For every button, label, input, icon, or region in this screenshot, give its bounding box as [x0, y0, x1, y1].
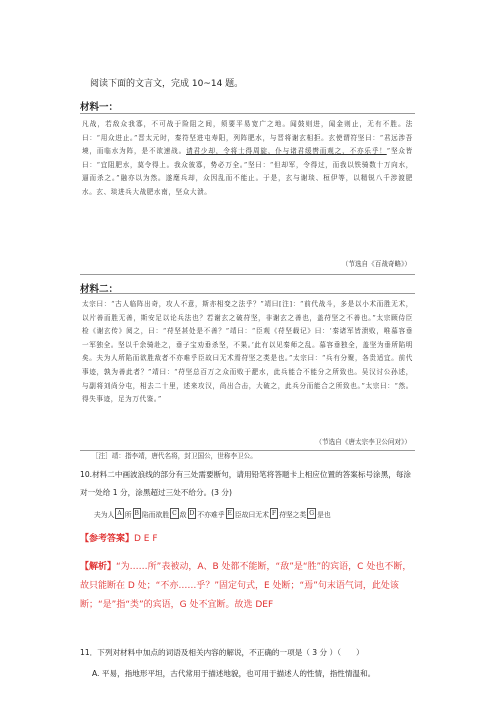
- answer-option-box[interactable]: B: [134, 510, 139, 517]
- answer-option-box[interactable]: G: [309, 510, 315, 517]
- answer-label: 【参考答案】: [80, 534, 135, 544]
- annotation-note: ［注］靖：指李靖，唐代名将，封卫国公，世称李卫公。: [92, 452, 257, 460]
- material1-passage-box: [80, 113, 415, 275]
- material2-passage-box: [80, 293, 415, 451]
- reading-instructions: 阅读下面的文言文，完成 10~14 题。: [90, 79, 244, 89]
- answer-option-box[interactable]: D: [189, 510, 195, 517]
- material2-source: （节选自《唐太宗李卫公问对》）: [315, 438, 411, 446]
- material1-text-pre: 凡战，若敌众我寡，不可战于险阻之间，须要平易宽广之地。闻鼓则进，闻金则止，无有不胜。法曰：“用众进止。”晋太元时，秦符坚进屯寿阳，列阵肥水，与晋将谢玄相拒。玄使谓符坚曰：“君远涉吾境，而临水为阵，是不欲速战。: [82, 120, 413, 156]
- sentence-segment: 陷而欲胜: [141, 510, 170, 519]
- sentence-segment: 不亦难乎: [197, 510, 225, 519]
- reference-answer: [80, 531, 158, 544]
- material2-title: 材料二：: [80, 284, 119, 295]
- question-10-stem: 10.材料二中画波浪线的部分有三处需要断句，请用铅笔将答题卡上相应位置的答案标号涂黑，每涂对一处给 1 分，涂黑超过三处不给分。(3 分): [80, 470, 412, 497]
- sentence-segment: 苻坚之类: [279, 510, 307, 519]
- question-11-option-a: A. 平易，指地形平坦，古代常用于描述地貌，也可用于描述人的性情，指性情温和。: [92, 669, 376, 678]
- analysis-text: “为……所”表被动，A、B 处都不能断，“敌”是“胜”的宾语，C 处也不断，故只能断在 D 处；“不亦……乎？”固定句式，E 处断；“焉”句末语气词，此处该断；“是”指“类”的宾语，G 处不宜断。故选 DEF: [80, 562, 412, 610]
- punctuation-sentence: [94, 508, 331, 519]
- sentence-segment: 夫为人: [94, 510, 115, 519]
- material1-source: （节选自《百战奇略》）: [341, 260, 411, 268]
- material1-passage: [82, 118, 413, 200]
- analysis-label: 【解析】: [80, 562, 117, 572]
- sentence-segment: 是也: [317, 510, 331, 519]
- analysis-block: [80, 558, 416, 615]
- sentence-segment: 敌: [179, 510, 187, 519]
- question-11-stem: 11．下列对材料中加点的词语及相关内容的解说，不正确的一项是（ 3 分 ）（ ）: [80, 648, 364, 657]
- answer-option-box[interactable]: E: [227, 510, 232, 517]
- material2-passage: 太宗曰：“古人临阵出奇，攻人不意，斯亦相变之法乎？”靖曰[注]：“前代战斗，多是以小术而胜无术，以片善而胜无善，斯安足以论兵法也？若谢玄之破苻坚，非谢玄之善也，盖苻坚之不善也。”太宗顾侍臣检《谢玄传》阅之，曰：“苻坚甚处是不善？”靖曰：“臣观《苻坚载记》曰：‘秦诸军皆溃败，唯慕容垂一军独全。坚以千余骑赴之，垂子宝劝垂杀坚，不果。’此有以见秦师之乱。慕容垂独全，盖坚为垂所陷明矣。夫为人所陷而欲胜敌者不亦难乎臣故曰无术焉苻坚之类是也。”太宗曰：“兵有分聚，各贵适宜。前代事迹，孰为善此者？”靖曰：“苻坚总百万之众而败于淝水，此兵能合不能分之所致也。吴汉讨公孙述，与副将刘尚分屯，相去二十里，述来攻汉，尚出合击，大破之，此兵分而能合之所致也。”太宗曰：“然。得失事迹，足为万代鉴。”: [82, 300, 413, 404]
- answer-value: D E F: [134, 534, 158, 544]
- sentence-segment: 所: [124, 510, 132, 519]
- material1-underlined-text: 请君少却，令将士得周旋，仆与诸君缓辔而观之，不亦乐乎！: [186, 147, 387, 156]
- answer-option-box[interactable]: A: [117, 510, 122, 517]
- answer-option-box[interactable]: C: [172, 510, 177, 517]
- material1-text-post: ”坚众皆曰：“宜阻肥水，莫令得上。我众彼寡，势必万全。”坚曰：“但却军，令得过，而我以铁骑数十万向水，逼而杀之。”融亦以为然。遂麾兵却，众因乱而不能止。于是，玄与谢琰、桓伊等，以精锐八千涉渡肥水。玄、琰进兵大战肥水南，坚众大溃。: [82, 147, 414, 196]
- answer-option-box[interactable]: F: [271, 510, 277, 517]
- material1-title: 材料一：: [80, 102, 119, 113]
- sentence-segment: 臣故曰无术: [234, 510, 269, 519]
